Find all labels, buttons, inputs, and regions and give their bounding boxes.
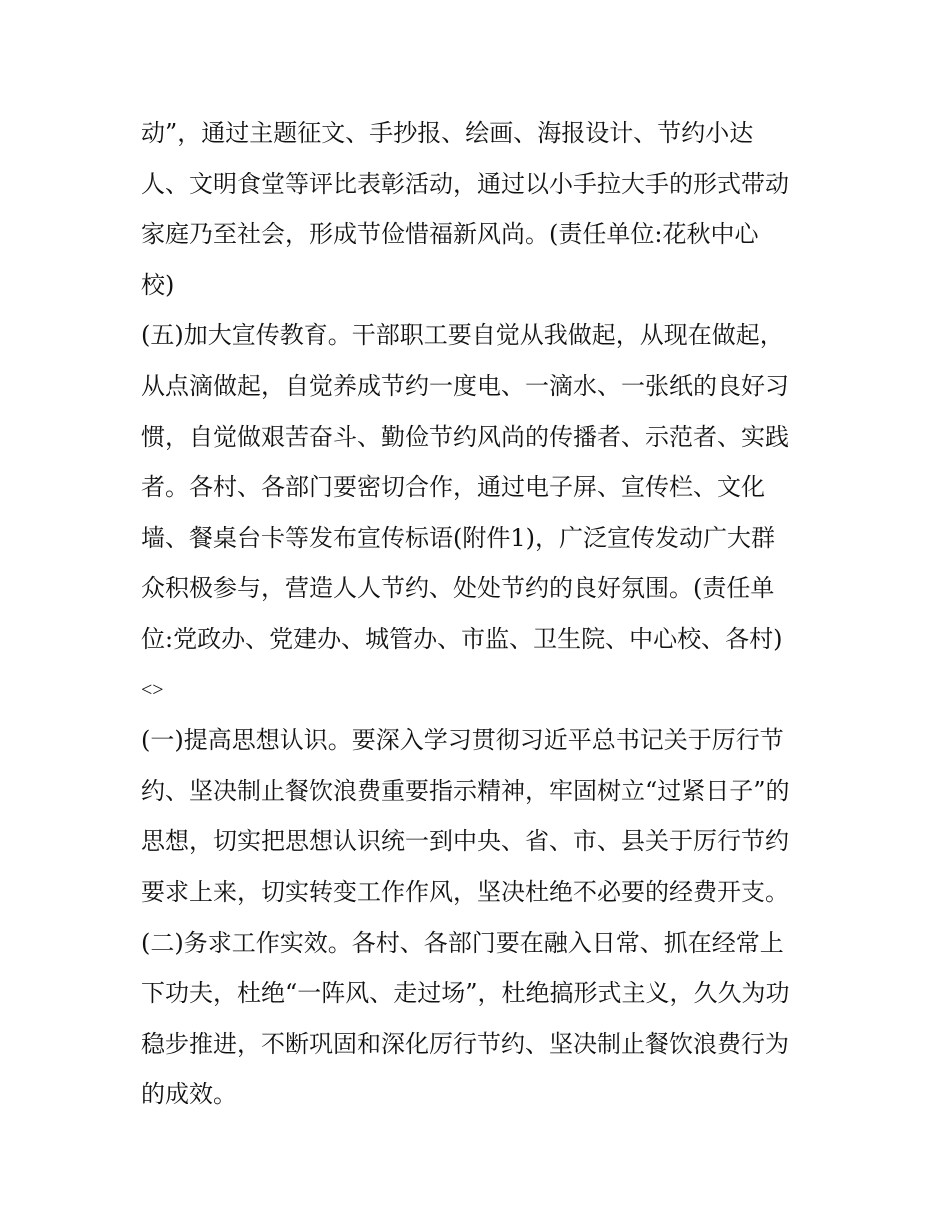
text-line: 要求上来，切实转变工作作风，坚决杜绝不必要的经费开支。: [141, 877, 789, 906]
text-line: 惯，自觉做艰苦奋斗、勤俭节约风尚的传播者、示范者、实践: [141, 422, 789, 451]
text-line: 稳步推进，不断巩固和深化厉行节约、坚决制止餐饮浪费行为: [141, 1029, 789, 1058]
text-line: 校): [141, 270, 175, 299]
text-line: 位:党政办、党建办、城管办、市监、卫生院、中心校、各村): [141, 624, 783, 653]
text-line: 家庭乃至社会，形成节俭惜福新风尚。(责任单位:花秋中心: [141, 220, 759, 249]
text-line: 人、文明食堂等评比表彰活动，通过以小手拉大手的形式带动: [141, 169, 789, 198]
section-one-heading-line: (一)提高思想认识。要深入学习贯彻习近平总书记关于厉行节: [141, 726, 784, 755]
text-line: 动”，通过主题征文、手抄报、绘画、海报设计、节约小达: [141, 119, 754, 147]
text-line: 者。各村、各部门要密切合作，通过电子屏、宣传栏、文化: [141, 473, 765, 502]
section-two-heading-line: (二)务求工作实效。各村、各部门要在融入日常、抓在经常上: [141, 928, 784, 957]
text-line: 墙、餐桌台卡等发布宣传标语(附件1)，广泛宣传发动广大群: [141, 523, 775, 552]
text-line: 众积极参与，营造人人节约、处处节约的良好氛围。(责任单: [141, 574, 775, 603]
text-line: 从点滴做起，自觉养成节约一度电、一滴水、一张纸的良好习: [141, 371, 789, 400]
text-line: 下功夫，杜绝“一阵风、走过场”，杜绝搞形式主义，久久为功: [141, 979, 790, 1008]
body-text: [141, 108, 821, 1120]
text-line: 约、坚决制止餐饮浪费重要指示精神，牢固树立“过紧日子”的: [141, 776, 790, 805]
placeholder-marker: <>: [141, 678, 164, 701]
section-five-heading-line: (五)加大宣传教育。干部职工要自觉从我做起，从现在做起，: [141, 321, 784, 350]
text-line: 思想，切实把思想认识统一到中央、省、市、县关于厉行节约: [141, 827, 789, 856]
text-line: 的成效。: [141, 1080, 237, 1109]
